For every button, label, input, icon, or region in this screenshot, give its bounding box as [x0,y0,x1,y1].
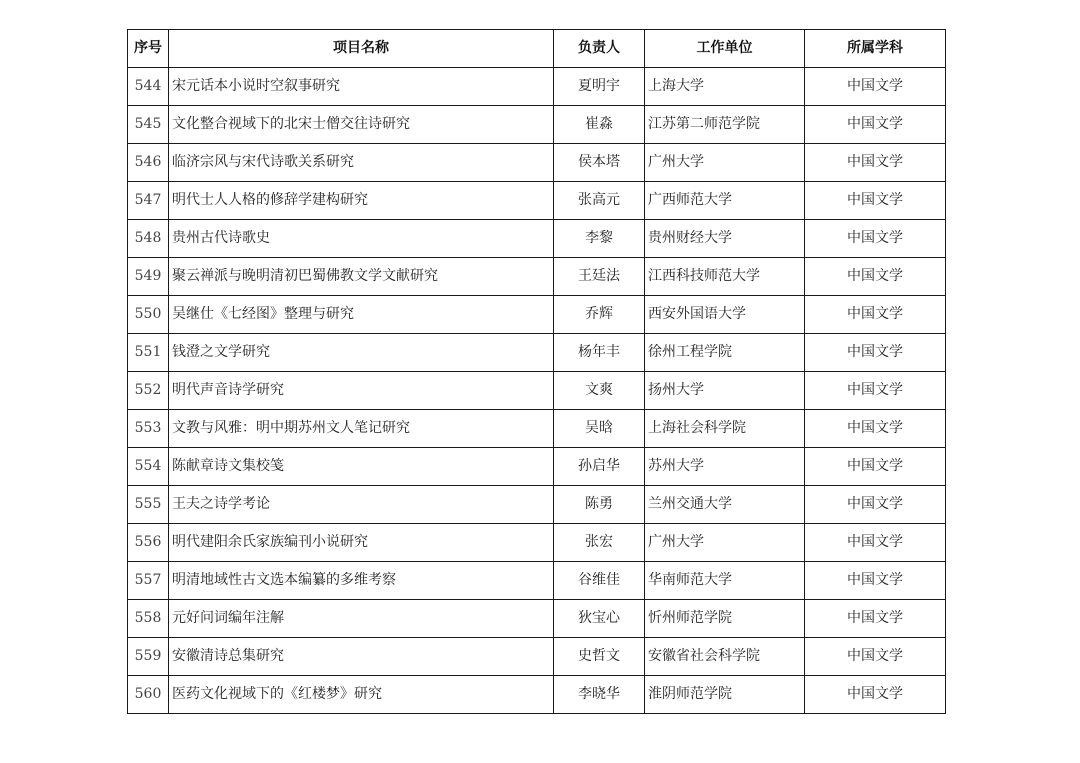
header-title: 项目名称 [169,30,554,68]
cell-unit: 苏州大学 [645,448,805,486]
cell-title: 文教与风雅：明中期苏州文人笔记研究 [169,410,554,448]
cell-discipline: 中国文学 [805,68,946,106]
cell-no: 544 [128,68,169,106]
cell-no: 556 [128,524,169,562]
cell-unit: 徐州工程学院 [645,334,805,372]
table-row [128,486,946,524]
table-row [128,410,946,448]
cell-leader: 张宏 [554,524,645,562]
table-header [128,30,946,68]
cell-leader: 孙启华 [554,448,645,486]
cell-leader: 狄宝心 [554,600,645,638]
table-row [128,220,946,258]
cell-unit: 上海大学 [645,68,805,106]
cell-unit: 扬州大学 [645,372,805,410]
cell-title: 陈献章诗文集校笺 [169,448,554,486]
header-row [128,30,946,68]
cell-discipline: 中国文学 [805,448,946,486]
cell-unit: 广州大学 [645,144,805,182]
cell-unit: 江西科技师范大学 [645,258,805,296]
cell-no: 550 [128,296,169,334]
cell-title: 临济宗风与宋代诗歌关系研究 [169,144,554,182]
cell-no: 560 [128,676,169,714]
cell-unit: 淮阴师范学院 [645,676,805,714]
table-row [128,144,946,182]
table-row [128,600,946,638]
table-row [128,524,946,562]
cell-discipline: 中国文学 [805,106,946,144]
cell-title: 明清地域性古文选本编纂的多维考察 [169,562,554,600]
cell-leader: 崔淼 [554,106,645,144]
cell-discipline: 中国文学 [805,296,946,334]
cell-no: 551 [128,334,169,372]
table-body [128,68,946,714]
header-unit: 工作单位 [645,30,805,68]
cell-unit: 兰州交通大学 [645,486,805,524]
cell-no: 555 [128,486,169,524]
cell-discipline: 中国文学 [805,182,946,220]
cell-leader: 陈勇 [554,486,645,524]
cell-leader: 夏明宇 [554,68,645,106]
cell-leader: 张高元 [554,182,645,220]
cell-unit: 广州大学 [645,524,805,562]
cell-no: 554 [128,448,169,486]
table-row [128,676,946,714]
cell-title: 医药文化视域下的《红楼梦》研究 [169,676,554,714]
cell-title: 明代士人人格的修辞学建构研究 [169,182,554,220]
table-row [128,562,946,600]
cell-title: 明代声音诗学研究 [169,372,554,410]
cell-no: 559 [128,638,169,676]
cell-no: 553 [128,410,169,448]
cell-title: 明代建阳余氏家族编刊小说研究 [169,524,554,562]
cell-no: 548 [128,220,169,258]
header-discipline: 所属学科 [805,30,946,68]
cell-unit: 广西师范大学 [645,182,805,220]
cell-leader: 吴晗 [554,410,645,448]
cell-discipline: 中国文学 [805,638,946,676]
cell-discipline: 中国文学 [805,334,946,372]
table-row [128,182,946,220]
cell-discipline: 中国文学 [805,220,946,258]
header-leader: 负责人 [554,30,645,68]
cell-unit: 华南师范大学 [645,562,805,600]
table-row [128,258,946,296]
cell-title: 钱澄之文学研究 [169,334,554,372]
table-row [128,372,946,410]
cell-discipline: 中国文学 [805,410,946,448]
project-list-table [127,29,946,714]
cell-unit: 上海社会科学院 [645,410,805,448]
cell-unit: 江苏第二师范学院 [645,106,805,144]
cell-no: 545 [128,106,169,144]
cell-title: 文化整合视域下的北宋士僧交往诗研究 [169,106,554,144]
cell-discipline: 中国文学 [805,600,946,638]
cell-no: 557 [128,562,169,600]
cell-title: 安徽清诗总集研究 [169,638,554,676]
cell-leader: 李晓华 [554,676,645,714]
cell-leader: 李黎 [554,220,645,258]
cell-title: 聚云禅派与晚明清初巴蜀佛教文学文献研究 [169,258,554,296]
cell-title: 吴继仕《七经图》整理与研究 [169,296,554,334]
cell-leader: 侯本塔 [554,144,645,182]
cell-discipline: 中国文学 [805,676,946,714]
cell-unit: 安徽省社会科学院 [645,638,805,676]
cell-leader: 乔辉 [554,296,645,334]
table-row [128,334,946,372]
cell-unit: 西安外国语大学 [645,296,805,334]
cell-leader: 杨年丰 [554,334,645,372]
table-row [128,448,946,486]
cell-no: 549 [128,258,169,296]
cell-leader: 谷维佳 [554,562,645,600]
cell-no: 547 [128,182,169,220]
cell-no: 546 [128,144,169,182]
cell-leader: 史哲文 [554,638,645,676]
cell-leader: 王廷法 [554,258,645,296]
cell-title: 王夫之诗学考论 [169,486,554,524]
cell-no: 558 [128,600,169,638]
cell-discipline: 中国文学 [805,372,946,410]
cell-title: 宋元话本小说时空叙事研究 [169,68,554,106]
cell-title: 元好问词编年注解 [169,600,554,638]
cell-discipline: 中国文学 [805,258,946,296]
header-no: 序号 [128,30,169,68]
cell-discipline: 中国文学 [805,562,946,600]
cell-unit: 贵州财经大学 [645,220,805,258]
cell-discipline: 中国文学 [805,524,946,562]
cell-unit: 忻州师范学院 [645,600,805,638]
cell-leader: 文爽 [554,372,645,410]
table-row [128,638,946,676]
cell-discipline: 中国文学 [805,144,946,182]
table-row [128,68,946,106]
cell-no: 552 [128,372,169,410]
cell-title: 贵州古代诗歌史 [169,220,554,258]
cell-discipline: 中国文学 [805,486,946,524]
table-row [128,106,946,144]
table-row [128,296,946,334]
